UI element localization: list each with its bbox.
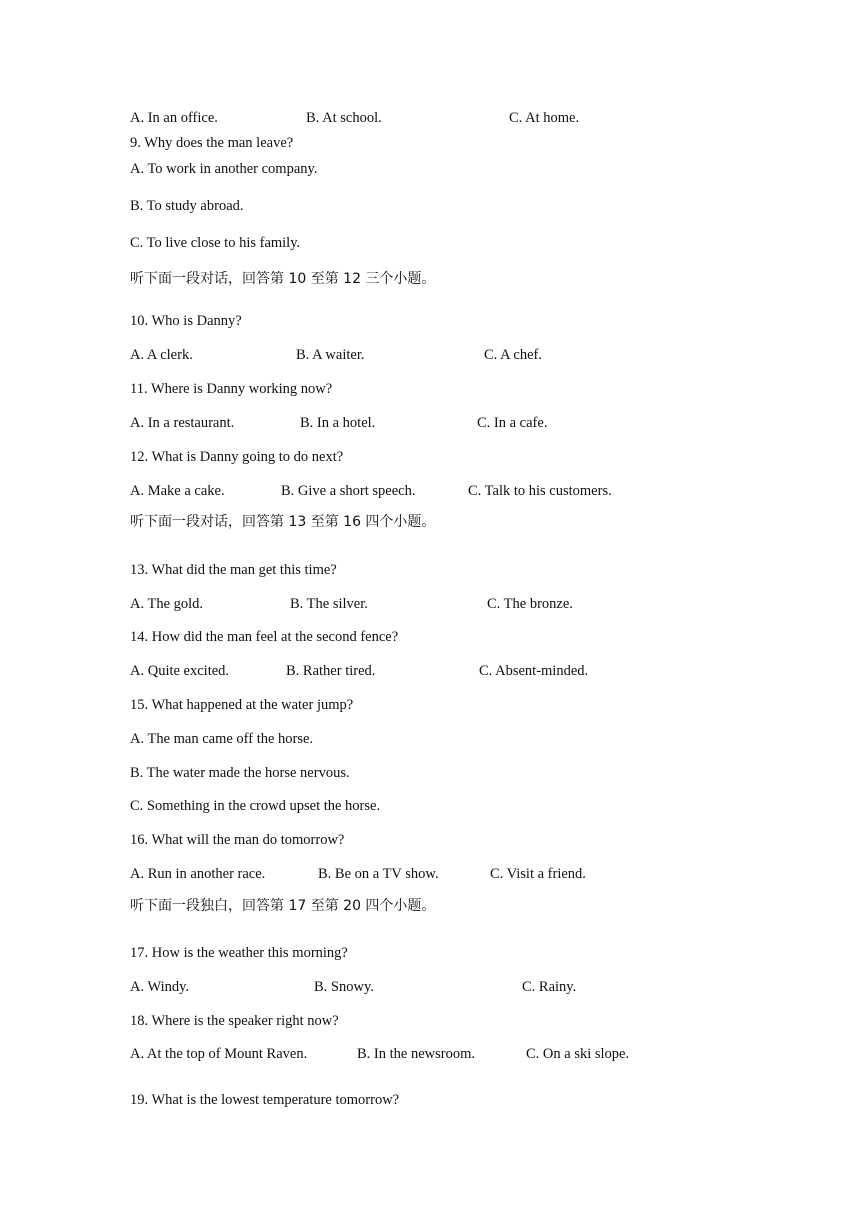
q14-question: 14. How did the man feel at the second fence? <box>130 629 399 645</box>
q19-question: 19. What is the lowest temperature tomorrow? <box>130 1092 400 1108</box>
q9-option-b: B. To study abroad. <box>130 198 244 214</box>
q9-question: 9. Why does the man leave? <box>130 135 294 151</box>
q14-option-a: A. Quite excited. <box>130 663 230 679</box>
q10-option-c: C. A chef. <box>484 347 542 363</box>
q8-option-c: C. At home. <box>509 110 580 126</box>
section-heading-13-16: 听下面一段对话，回答第 13 至第 16 四个小题。 <box>130 514 436 530</box>
q17-option-c: C. Rainy. <box>522 979 577 995</box>
q11-option-c: C. In a cafe. <box>477 415 548 431</box>
q16-option-a: A. Run in another race. <box>130 866 266 882</box>
q9-option-c: C. To live close to his family. <box>130 235 301 251</box>
q12-option-c: C. Talk to his customers. <box>468 483 612 499</box>
q15-question: 15. What happened at the water jump? <box>130 697 354 713</box>
q11-option-b: B. In a hotel. <box>300 415 376 431</box>
q15-option-c: C. Something in the crowd upset the horse. <box>130 798 381 814</box>
q17-option-a: A. Windy. <box>130 979 190 995</box>
q8-option-a: A. In an office. <box>130 110 218 126</box>
q8-option-b: B. At school. <box>306 110 382 126</box>
q16-option-b: B. Be on a TV show. <box>318 866 439 882</box>
q12-option-b: B. Give a short speech. <box>281 483 416 499</box>
q17-option-b: B. Snowy. <box>314 979 374 995</box>
q16-question: 16. What will the man do tomorrow? <box>130 832 345 848</box>
q10-question: 10. Who is Danny? <box>130 313 242 329</box>
q10-option-b: B. A waiter. <box>296 347 365 363</box>
q16-option-c: C. Visit a friend. <box>490 866 586 882</box>
q13-question: 13. What did the man get this time? <box>130 562 337 578</box>
section-heading-17-20: 听下面一段独白，回答第 17 至第 20 四个小题。 <box>130 898 436 914</box>
q12-option-a: A. Make a cake. <box>130 483 225 499</box>
q15-option-a: A. The man came off the horse. <box>130 731 314 747</box>
q12-question: 12. What is Danny going to do next? <box>130 449 344 465</box>
q9-option-a: A. To work in another company. <box>130 161 318 177</box>
q14-option-b: B. Rather tired. <box>286 663 376 679</box>
q13-option-b: B. The silver. <box>290 596 368 612</box>
q11-question: 11. Where is Danny working now? <box>130 381 333 397</box>
q11-option-a: A. In a restaurant. <box>130 415 235 431</box>
q15-option-b: B. The water made the horse nervous. <box>130 765 350 781</box>
q17-question: 17. How is the weather this morning? <box>130 945 348 961</box>
q13-option-c: C. The bronze. <box>487 596 573 612</box>
q18-question: 18. Where is the speaker right now? <box>130 1013 339 1029</box>
q10-option-a: A. A clerk. <box>130 347 193 363</box>
q18-option-c: C. On a ski slope. <box>526 1046 630 1062</box>
q13-option-a: A. The gold. <box>130 596 204 612</box>
q14-option-c: C. Absent-minded. <box>479 663 589 679</box>
q18-option-b: B. In the newsroom. <box>357 1046 475 1062</box>
section-heading-10-12: 听下面一段对话，回答第 10 至第 12 三个小题。 <box>130 271 436 287</box>
q18-option-a: A. At the top of Mount Raven. <box>130 1046 308 1062</box>
